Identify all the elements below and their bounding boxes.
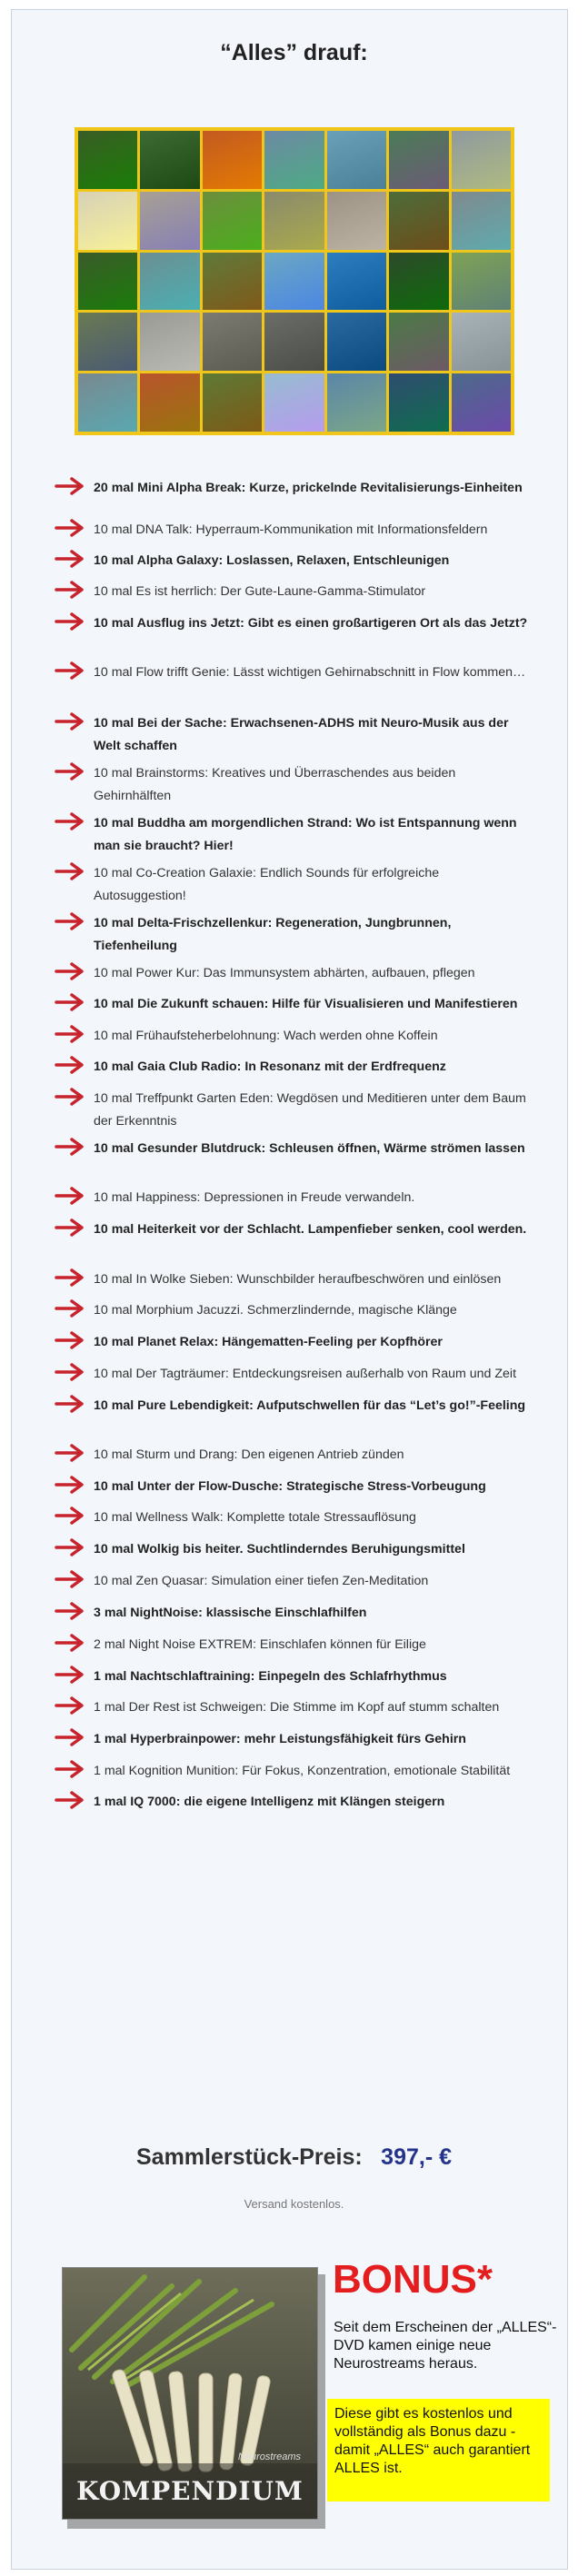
list-item-text: 10 mal Delta-Frischzellenkur: Regeneration, Jungbrunnen, Tiefenheilung [94, 916, 452, 953]
thumbnail-gallery [75, 127, 514, 435]
page-title: “Alles” drauf: [220, 40, 368, 65]
gallery-thumbnail [264, 373, 324, 432]
list-item [55, 1602, 545, 1625]
gallery-thumbnail [327, 131, 386, 189]
arrow-right-icon [55, 812, 85, 830]
list-item [55, 1507, 545, 1529]
price-row [0, 2144, 588, 2171]
list-item-text: 10 mal Treffpunkt Garten Eden: Wegdösen und Meditieren unter dem Baum der Erkenntnis [94, 1091, 526, 1129]
gallery-thumbnail [140, 253, 199, 311]
list-item-text: 10 mal Co-Creation Galaxie: Endlich Sounds für erfolgreiche Autosuggestion! [94, 866, 440, 903]
gallery-thumbnail [264, 192, 324, 250]
gallery-thumbnail [78, 313, 137, 371]
arrow-right-icon [55, 993, 85, 1011]
list-item-text: 10 mal Die Zukunft schauen: Hilfe für Visualisieren und Manifestieren [94, 997, 518, 1011]
arrow-right-icon [55, 862, 85, 880]
arrow-right-icon [55, 1056, 85, 1074]
list-item [55, 1634, 545, 1656]
list-item-text: 10 mal In Wolke Sieben: Wunschbilder heraufbeschwören und einlösen [94, 1272, 502, 1287]
arrow-right-icon [55, 1218, 85, 1237]
list-item-text: 10 mal Wolkig bis heiter. Suchtlinderndes Beruhigungsmittel [94, 1542, 465, 1557]
list-item-text: 20 mal Mini Alpha Break: Kurze, prickelnde Revitalisierungs-Einheiten [94, 481, 523, 495]
gallery-thumbnail [389, 313, 448, 371]
arrow-right-icon [55, 661, 85, 680]
arrow-right-icon [55, 1570, 85, 1588]
list-item-text: 10 mal Morphium Jacuzzi. Schmerzlindernde, magische Klänge [94, 1303, 457, 1318]
gallery-thumbnail [264, 131, 324, 189]
list-item-text: 10 mal Flow trifft Genie: Lässt wichtigen Gehirnabschnitt in Flow kommen… [94, 665, 526, 680]
product-name: KOMPENDIUM [76, 2476, 304, 2506]
list-item [55, 1444, 545, 1467]
list-item [55, 1395, 545, 1417]
list-item [55, 1138, 545, 1160]
list-item-text: 3 mal NightNoise: klassische Einschlafhilfen [94, 1606, 367, 1620]
list-item [55, 962, 545, 985]
gallery-thumbnail [327, 373, 386, 432]
gallery-thumbnail [389, 253, 448, 311]
list-item-text: 10 mal Sturm und Drang: Den eigenen Antrieb zünden [94, 1447, 404, 1462]
gallery-thumbnail [203, 253, 262, 311]
bonus-highlight: Diese gibt es kostenlos und vollständig als Bonus dazu - damit „ALLES“ auch garantiert ALLES ist. [327, 2399, 550, 2501]
list-item [55, 762, 545, 808]
gallery-thumbnail [452, 313, 511, 371]
list-item-text: 2 mal Night Noise EXTREM: Einschlafen können für Eilige [94, 1637, 426, 1652]
list-item [55, 661, 545, 684]
list-item-text: 10 mal Es ist herrlich: Der Gute-Laune-Gamma-Stimulator [94, 584, 426, 599]
list-item-text: 10 mal Buddha am morgendlichen Strand: Wo ist Entspannung wenn man sie braucht? Hier! [94, 816, 517, 853]
list-item [55, 1666, 545, 1688]
list-item-text: 1 mal Der Rest ist Schweigen: Die Stimme im Kopf auf stumm schalten [94, 1700, 500, 1715]
list-item [55, 1218, 545, 1241]
product-image [62, 2267, 322, 2526]
list-item [55, 812, 545, 858]
list-item-text: 1 mal Kognition Munition: Für Fokus, Konzentration, emotionale Stabilität [94, 1764, 511, 1778]
arrow-right-icon [55, 1666, 85, 1684]
arrow-right-icon [55, 1444, 85, 1462]
gallery-thumbnail [78, 373, 137, 432]
arrow-right-icon [55, 912, 85, 930]
arrow-right-icon [55, 1395, 85, 1413]
list-item [55, 1088, 545, 1133]
list-item [55, 1331, 545, 1354]
arrow-right-icon [55, 1299, 85, 1318]
list-item [55, 1791, 545, 1814]
list-item-text: 10 mal Power Kur: Das Immunsystem abhärten, aufbauen, pflegen [94, 966, 475, 980]
product-brand: Neurostreams [237, 2452, 301, 2462]
gallery-thumbnail [327, 313, 386, 371]
arrow-right-icon [55, 712, 85, 731]
gallery-thumbnail [452, 131, 511, 189]
list-item [55, 1570, 545, 1593]
list-item-text: 1 mal Nachtschlaftraining: Einpegeln des Schlafrhythmus [94, 1669, 447, 1684]
arrow-right-icon [55, 1088, 85, 1106]
gallery-thumbnail [452, 253, 511, 311]
list-item-text: 10 mal Der Tagträumer: Entdeckungsreisen außerhalb von Raum und Zeit [94, 1367, 517, 1381]
arrow-right-icon [55, 1138, 85, 1156]
gallery-thumbnail [140, 131, 199, 189]
list-item-text: 10 mal Unter der Flow-Dusche: Strategische Stress-Vorbeugung [94, 1479, 486, 1494]
arrow-right-icon [55, 612, 85, 631]
arrow-right-icon [55, 1791, 85, 1809]
product-cover [62, 2267, 318, 2520]
gallery-thumbnail [327, 192, 386, 250]
gallery-thumbnail [452, 192, 511, 250]
gallery-thumbnail [264, 313, 324, 371]
list-item-text: 10 mal Gesunder Blutdruck: Schleusen öffnen, Wärme strömen lassen [94, 1141, 525, 1156]
list-item [55, 519, 545, 542]
arrow-right-icon [55, 1696, 85, 1715]
gallery-thumbnail [78, 192, 137, 250]
list-item [55, 1760, 545, 1783]
bonus-text: Seit dem Erscheinen der „ALLES“-DVD kamen einige neue Neurostreams heraus. [334, 2320, 557, 2372]
list-item [55, 912, 545, 958]
arrow-right-icon [55, 1331, 85, 1349]
gallery-thumbnail [140, 373, 199, 432]
arrow-right-icon [55, 762, 85, 781]
list-item-text: 1 mal IQ 7000: die eigene Intelligenz mit Klängen steigern [94, 1795, 445, 1809]
list-item-text: 10 mal Planet Relax: Hängematten-Feeling per Kopfhörer [94, 1335, 443, 1349]
list-item-text: 10 mal Happiness: Depressionen in Freude verwandeln. [94, 1190, 415, 1205]
gallery-thumbnail [140, 192, 199, 250]
list-item [55, 1538, 545, 1561]
gallery-thumbnail [327, 253, 386, 311]
list-item [55, 477, 545, 500]
arrow-right-icon [55, 1363, 85, 1381]
list-item-text: 10 mal Heiterkeit vor der Schlacht. Lampenfieber senken, cool werden. [94, 1222, 527, 1237]
arrow-right-icon [55, 519, 85, 537]
arrow-right-icon [55, 1760, 85, 1778]
list-item-text: 10 mal Wellness Walk: Komplette totale Stressauflösung [94, 1510, 416, 1525]
gallery-thumbnail [78, 131, 137, 189]
gallery-thumbnail [203, 373, 262, 432]
gallery-thumbnail [264, 253, 324, 311]
arrow-right-icon [55, 1268, 85, 1287]
list-item-text: 10 mal Frühaufsteherbelohnung: Wach werden ohne Koffein [94, 1029, 438, 1043]
gallery-thumbnail [78, 253, 137, 311]
list-item-text: 10 mal Zen Quasar: Simulation einer tiefen Zen-Meditation [94, 1574, 429, 1588]
arrow-right-icon [55, 1025, 85, 1043]
list-item-text: 10 mal Brainstorms: Kreatives und Überraschendes aus beiden Gehirnhälften [94, 766, 456, 803]
list-item [55, 1268, 545, 1291]
list-item [55, 1187, 545, 1209]
gallery-thumbnail [203, 192, 262, 250]
list-item [55, 550, 545, 572]
list-item [55, 993, 545, 1016]
arrow-right-icon [55, 550, 85, 568]
list-item [55, 862, 545, 908]
arrow-right-icon [55, 1602, 85, 1620]
arrow-right-icon [55, 1476, 85, 1494]
list-item-text: 10 mal Pure Lebendigkeit: Aufputschwellen für das “Let’s go!”-Feeling [94, 1398, 526, 1413]
bonus-title: BONUS* [333, 2257, 493, 2302]
list-item [55, 1025, 545, 1048]
list-item [55, 612, 545, 635]
gallery-thumbnail [389, 373, 448, 432]
list-item [55, 1696, 545, 1719]
shipping-note: Versand kostenlos. [244, 2197, 344, 2211]
gallery-thumbnail [452, 373, 511, 432]
list-item-text: 10 mal Ausflug ins Jetzt: Gibt es einen großartigeren Ort als das Jetzt? [94, 616, 528, 631]
arrow-right-icon [55, 1187, 85, 1205]
gallery-thumbnail [140, 313, 199, 371]
gallery-thumbnail [203, 313, 262, 371]
list-item [55, 581, 545, 603]
list-item [55, 1728, 545, 1751]
arrow-right-icon [55, 1538, 85, 1557]
arrow-right-icon [55, 1634, 85, 1652]
arrow-right-icon [55, 1728, 85, 1746]
gallery-thumbnail [389, 131, 448, 189]
arrow-right-icon [55, 962, 85, 980]
gallery-thumbnail [389, 192, 448, 250]
arrow-right-icon [55, 477, 85, 495]
price-value: 397,- € [381, 2144, 453, 2170]
price-label: Sammlerstück-Preis: [135, 2144, 363, 2170]
list-item [55, 1363, 545, 1386]
list-item-text: 10 mal DNA Talk: Hyperraum-Kommunikation mit Informationsfeldern [94, 522, 488, 537]
arrow-right-icon [55, 1507, 85, 1525]
list-item [55, 1299, 545, 1322]
list-item [55, 1056, 545, 1079]
list-item-text: 10 mal Bei der Sache: Erwachsenen-ADHS mit Neuro-Musik aus der Welt schaffen [94, 716, 509, 753]
gallery-thumbnail [203, 131, 262, 189]
list-item [55, 1476, 545, 1498]
list-item-text: 10 mal Gaia Club Radio: In Resonanz mit der Erdfrequenz [94, 1059, 446, 1074]
list-item [55, 712, 545, 758]
arrow-right-icon [55, 581, 85, 599]
list-item-text: 1 mal Hyperbrainpower: mehr Leistungsfähigkeit fürs Gehirn [94, 1732, 466, 1746]
list-item-text: 10 mal Alpha Galaxy: Loslassen, Relaxen, Entschleunigen [94, 553, 450, 568]
